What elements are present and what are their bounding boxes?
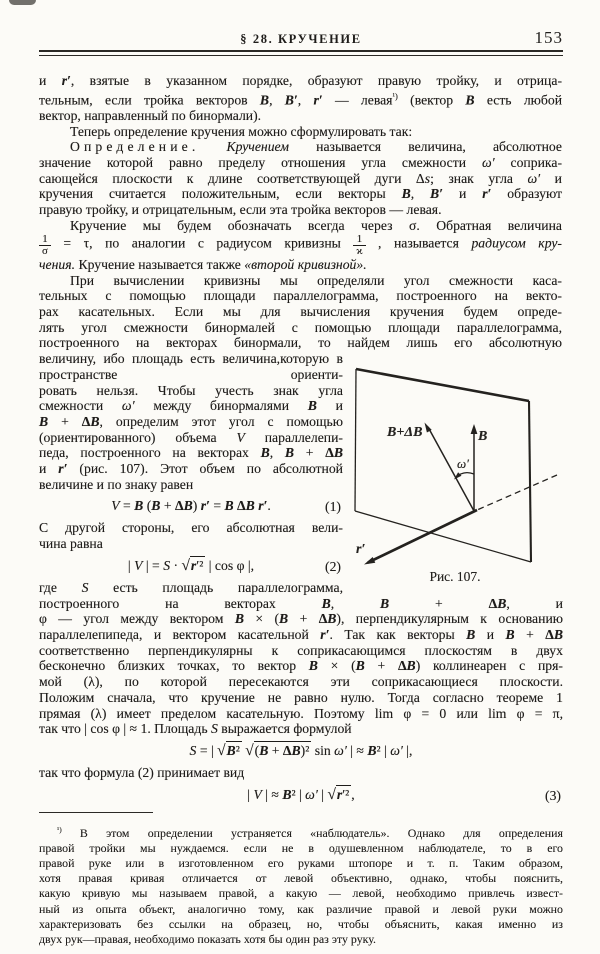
- body-text: [39, 73, 563, 805]
- section-title: § 28. КРУЧЕНИЕ: [240, 32, 362, 46]
- text-line: педа, построенного на векторах B, B + ΔB: [39, 445, 343, 461]
- text-line: сающейся плоскости к длине соответствующей дуги Δs; знак угла ω′ и: [39, 170, 562, 186]
- footnote-rule: [39, 812, 153, 813]
- text-line: и r′ (рис. 107). Этот объем по абсолютной: [39, 461, 343, 477]
- text-line: рах касательных. Если мы для вычисления кручения будем опреде-: [39, 304, 562, 320]
- scan-artifact: [9, 0, 36, 5]
- figure-caption: Рис. 107.: [429, 569, 481, 584]
- text-line: правой тройки мы нуждаемся. если не в одушевленном наблюдателе, то в его: [39, 840, 563, 855]
- label-b: B: [478, 429, 488, 444]
- figure-107: [351, 363, 563, 585]
- text-line: величину, ибо площадь есть величина,которую в пространстве ориенти-: [39, 351, 343, 382]
- text-line: Положим сначала, что кручение не равно нулю. Тогда согласно теореме 1: [39, 689, 563, 705]
- formula-number: (2): [325, 558, 341, 574]
- label-b-plus-db: B+ΔB: [387, 425, 423, 440]
- formula-line: V = B (B + ΔB) r′ = B ΔB r′. (1): [39, 496, 563, 516]
- text-line: прямая (λ) имеет пределом касательную. Поэтому lim φ = 0 или lim φ = π,: [39, 705, 563, 721]
- text-line: хотя правая кривая отличается от левой объективно, однако, чтобы пояснить,: [39, 871, 563, 886]
- text-line: и r′, взятые в указанном порядке, образуют правую тройку, и отрица-: [39, 73, 562, 88]
- text-line: лять угол смежности бинормалей с помощью площади параллелограмма,: [39, 319, 562, 335]
- text-line: ровать нельзя. Чтобы учесть знак угла: [39, 382, 343, 398]
- text-line: вектор, направленный по бинормали).: [39, 107, 262, 123]
- line-r-prime: [364, 475, 557, 565]
- text-line: величине и по знаку равен: [39, 476, 194, 492]
- page-header: [39, 30, 563, 47]
- text-line: Теперь определение кручения можно сформулировать так:: [70, 123, 413, 139]
- label-r-prime: r′: [356, 542, 366, 557]
- formula-number: (3): [545, 787, 561, 803]
- plane-parallelogram: [355, 369, 531, 562]
- text-line: B + ΔB, определим этот угол с помощью: [39, 413, 343, 429]
- label-omega-prime: ω′: [457, 456, 470, 471]
- text-line: чения. Кручение называется также «второй кривизной».: [39, 256, 367, 272]
- text-line: ный из опыта объект, аналогично тому, как различие правой и левой руки можно: [39, 901, 563, 916]
- formula-line: S = | √B² √(B + ΔB)² sin ω′ | ≈ B² | ω′ |,: [189, 741, 413, 759]
- text-line: φ — угол между вектором B × (B + ΔB), перпендикулярным к основанию: [39, 611, 563, 627]
- text-line: мой (λ), по которой пересекаются эти соприкасающиеся плоскости.: [39, 674, 563, 690]
- footnote: [39, 822, 563, 948]
- text-line: бесконечно близких точках, то вектор B × (B + ΔB) коллинеарен с пря-: [39, 658, 563, 674]
- text-line: правую тройку, и отрицательным, если эта тройка векторов — левая.: [39, 202, 442, 218]
- text-line: чина равна: [39, 536, 103, 552]
- header-rule: [39, 50, 563, 56]
- text-line: кручения считается положительным, если векторы B, B′ и r′ образуют: [39, 186, 563, 202]
- text-line: двух рук—правая, необходимо показать хотя бы один раз эту руку.: [39, 932, 376, 947]
- figure-svg: [351, 363, 563, 585]
- text-line: соответственно перпендикулярны к соприкасающимся плоскостям в двух: [39, 642, 563, 658]
- text-line: (ориентированного) объема V параллелепи-: [39, 429, 343, 445]
- text-line: так что формула (2) принимает вид: [39, 764, 245, 780]
- text-line: $^{^1)}$ В этом определении устраняется «наблюдатель». Однако для определения: [57, 824, 563, 840]
- formula-line: | V | = S · √r′² | cos φ |, (2): [39, 556, 563, 576]
- text-line: смежности ω′ между бинормалями B и: [39, 398, 343, 414]
- text-line: какую кривую мы называем правой, а какую — левой, необходимо привлечь извест-: [39, 886, 563, 901]
- text-line: тельных с помощью площади параллелограмма, построенного на векто-: [39, 288, 562, 304]
- text-line: так что | cos φ | ≈ 1. Площадь S выражается формулой: [39, 721, 352, 737]
- text-line: С другой стороны, его абсолютная вели-: [39, 520, 343, 536]
- text-line: правой руке или в изготовленном его руками штопоре и т. п. Таким образом,: [39, 856, 563, 870]
- text-line: тельным, если тройка векторов B, B′, r′ — левая$^{^1)}$ (вектор B есть любой: [39, 90, 563, 108]
- text-line: построенного на векторах B, B + ΔB, и: [39, 595, 563, 611]
- text-line: Кручение мы будем обозначать всегда через σ. Обратная величина: [70, 217, 562, 233]
- text-line: где S есть площадь параллелограмма,: [39, 579, 343, 595]
- text-line: построенного на векторах бинормали, то найдем лишь его абсолютную: [39, 335, 562, 351]
- figure-spacer: [562, 73, 563, 363]
- formula-line: | V | ≈ B² | ω′ | √r′² , (3): [39, 785, 563, 805]
- text-line: При вычислении кривизны мы определяли угол смежности каса-: [70, 272, 562, 288]
- text-line: характеризовать без ссылки на образец, но, чтобы объяснить, какая именно из: [39, 916, 563, 931]
- page-number: 153: [534, 28, 563, 47]
- text-line: Определение. Кручением называется величина, абсолютное: [70, 139, 562, 155]
- formula-number: (1): [325, 499, 341, 515]
- text-line: параллелепипеда, и вектором касательной r′. Так как векторы B и B + ΔB: [39, 627, 563, 642]
- text-line: $\frac{1}{\sigma}$ = τ, по аналогии с радиусом кривизны $\frac{1}{ϰ}$ , называется радиусом кру-: [39, 234, 563, 257]
- text-line: значение которой равно пределу отношения угла смежности ω′ соприка-: [39, 155, 562, 171]
- b-arrowhead: [471, 424, 478, 434]
